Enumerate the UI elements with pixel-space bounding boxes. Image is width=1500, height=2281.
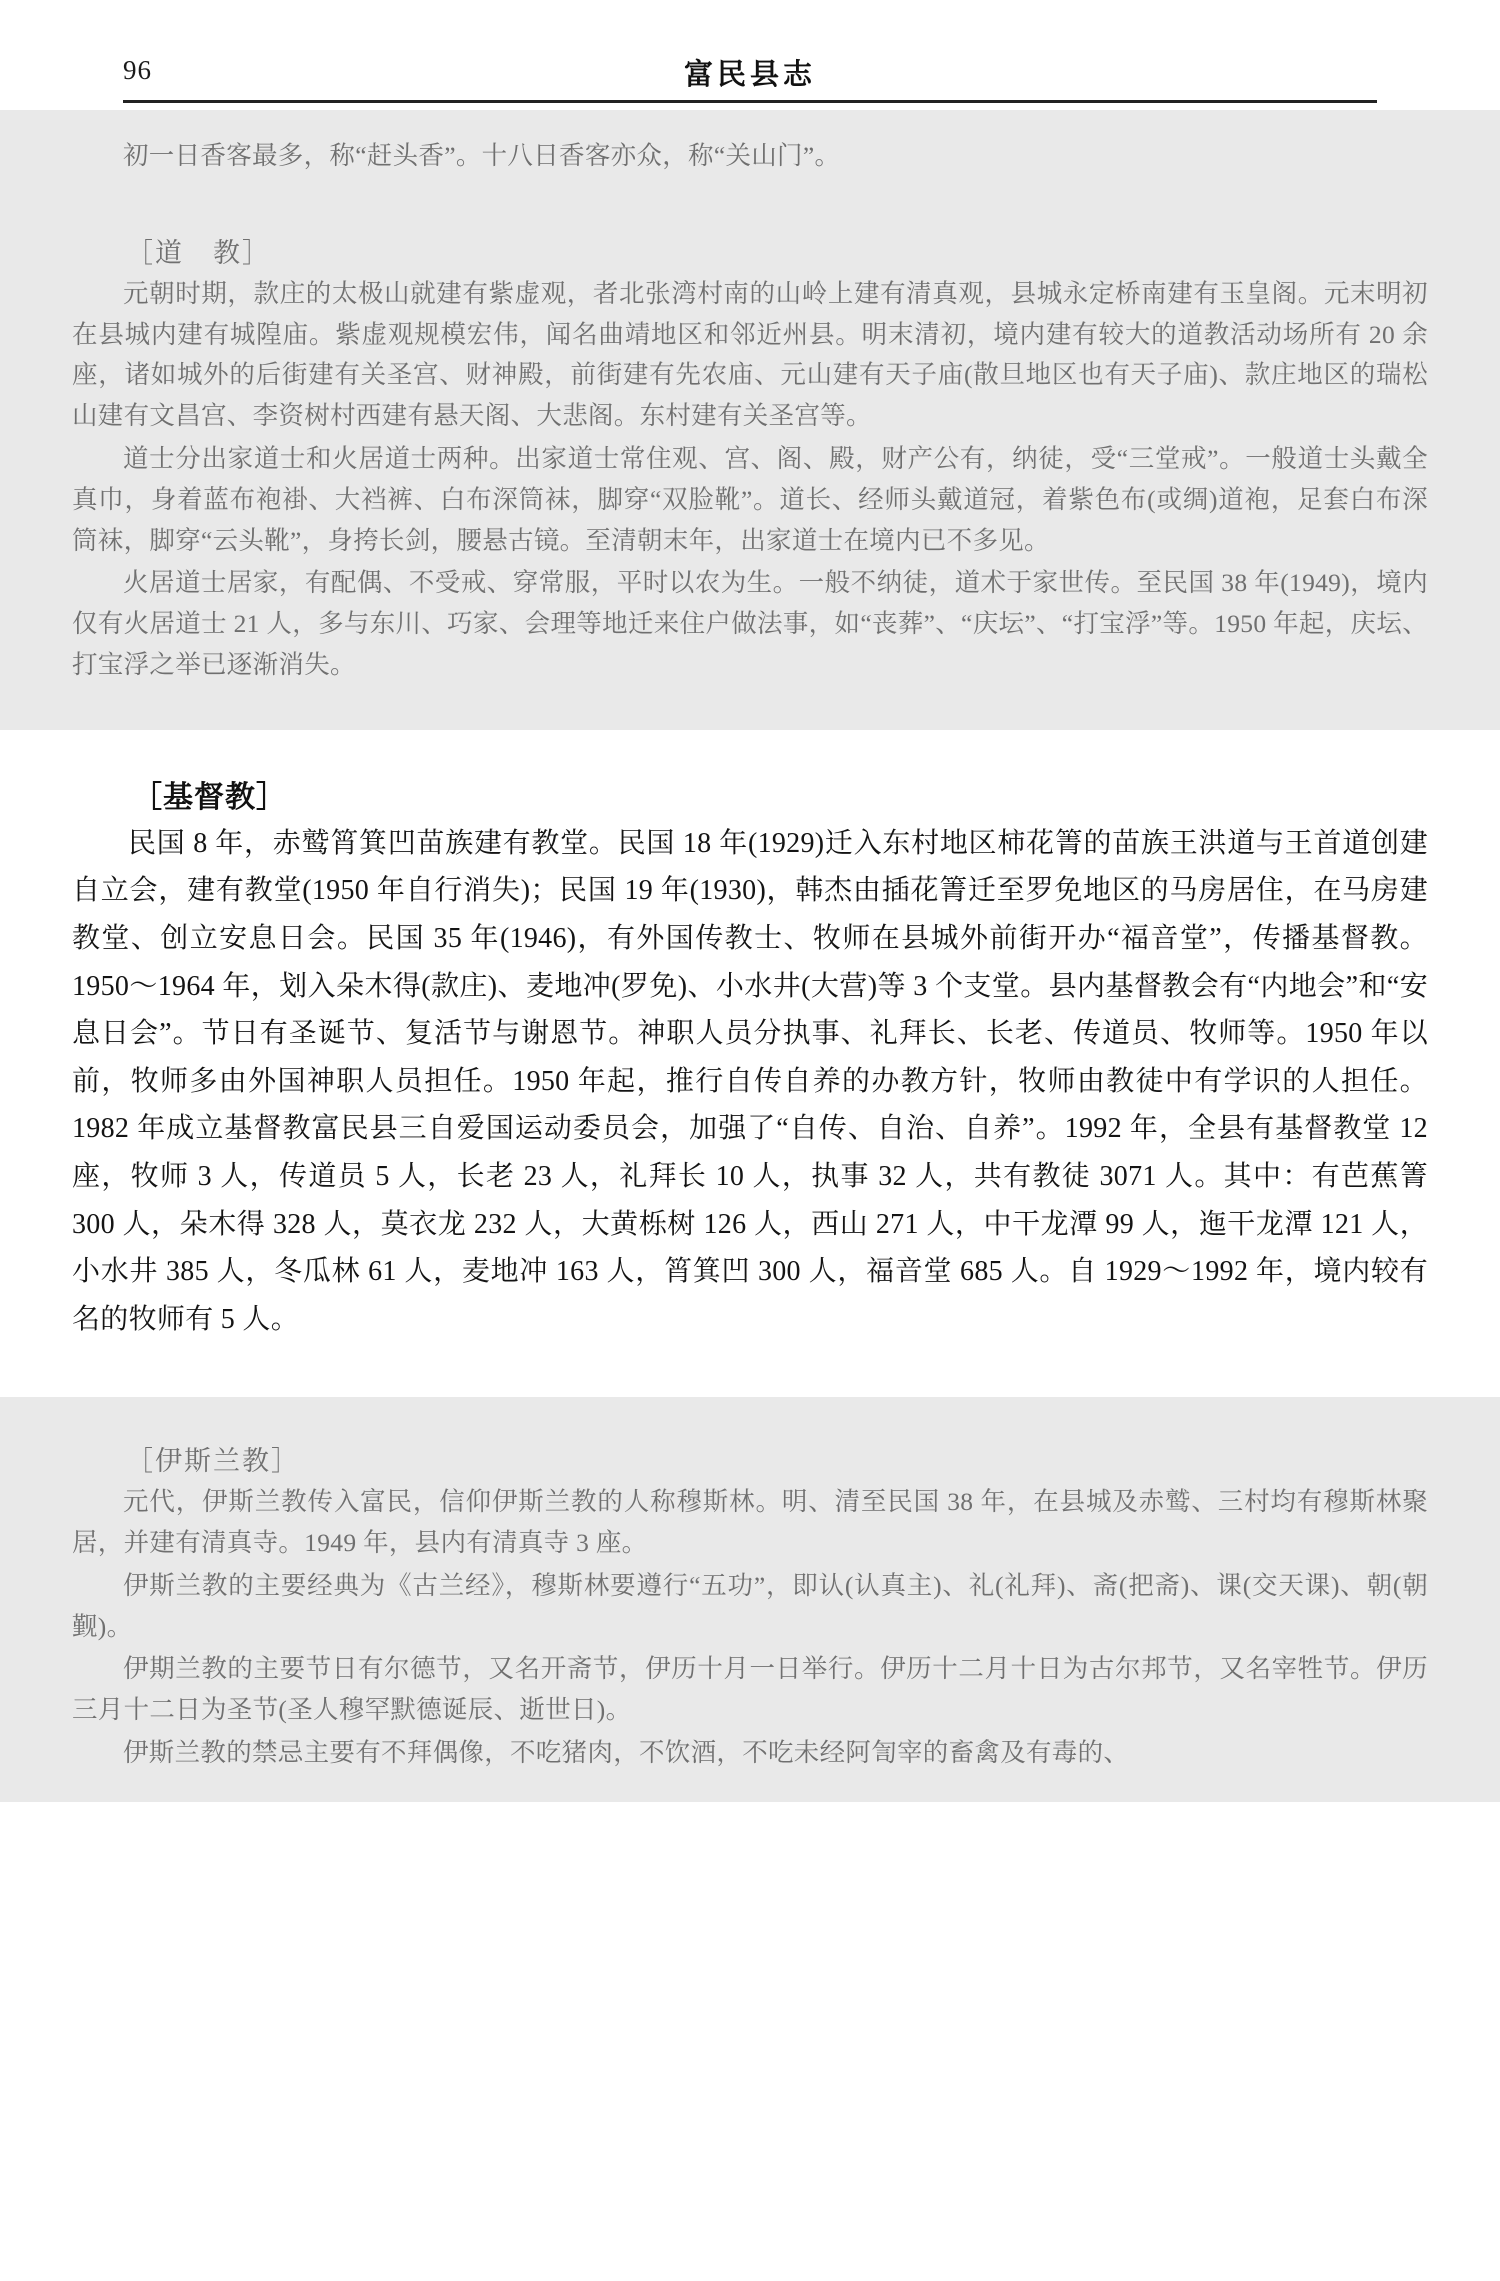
section-top-continuation bbox=[0, 110, 1500, 205]
paragraph: 道士分出家道士和火居道士两种。出家道士常住观、宫、阁、殿，财产公有，纳徒，受“三堂戒”。一般道士头戴全真巾，身着蓝布袍褂、大裆裤、白布深筒袜，脚穿“双脸靴”。道长、经师头戴道冠，着紫色布(或绸)道袍，足套白布深筒袜，脚穿“云头靴”，身挎长剑，腰悬古镜。至清朝末年，出家道士在境内已不多见。 bbox=[72, 443, 1428, 555]
section-heading-islam: ［伊斯兰教］ bbox=[126, 1446, 300, 1477]
paragraph: 民国 8 年，赤鹫筲箕凹苗族建有教堂。民国 18 年(1929)迁入东村地区柿花箐的苗族王洪道与王首道创建自立会，建有教堂(1950 年自行消失)；民国 19 年(1930)，韩杰由插花箐迁至罗免地区的马房居住，在马房建教堂、创立安息日会。民国 35 年(1946)，有外国传教士、牧师在县城外前街开办“福音堂”，传播基督教。1950～1964 年，划入朵木得(款庄)、麦地冲(罗免)、小水井(大营)等 3 个支堂。县内基督教会有“内地会”和“安息日会”。节日有圣诞节、复活节与谢恩节。神职人员分执事、礼拜长、长老、传道员、牧师等。1950 年以前，牧师多由外国神职人员担任。1950 年起，推行自传自养的办教方针，牧师由教徒中有学识的人担任。1982 年成立基督教富民县三自爱国运动委员会，加强了“自传、自治、自养”。1992 年，全县有基督教堂 12 座，牧师 3 人，传道员 5 人，长老 23 人，礼拜长 10 人，执事 32 人，共有教徒 3071 人。其中：有芭蕉箐 300 人，朵木得 328 人，莫衣龙 232 人，大黄栎树 126 人，西山 271 人，中干龙潭 99 人，迤干龙潭 121 人，小水井 385 人，冬瓜林 61 人，麦地冲 163 人，筲箕凹 300 人，福音堂 685 人。自 1929～1992 年，境内较有名的牧师有 5 人。 bbox=[72, 827, 1428, 1335]
paragraph: 伊斯兰教的主要经典为《古兰经》，穆斯林要遵行“五功”，即认(认真主)、礼(礼拜)、斋(把斋)、课(交天课)、朝(朝觐)。 bbox=[72, 1570, 1428, 1641]
page-number: 96 bbox=[123, 55, 152, 85]
paragraph: 元代，伊斯兰教传入富民，信仰伊斯兰教的人称穆斯林。明、清至民国 38 年，在县城及赤鹫、三村均有穆斯林聚居，并建有清真寺。1949 年，县内有清真寺 3 座。 bbox=[72, 1487, 1428, 1558]
header-rule bbox=[123, 100, 1377, 103]
paragraph: 伊斯兰教的禁忌主要有不拜偶像，不吃猪肉，不饮酒，不吃未经阿訇宰的畜禽及有毒的、 bbox=[123, 1738, 1130, 1768]
page-header bbox=[0, 0, 1500, 110]
paragraph: 火居道士居家，有配偶、不受戒、穿常服，平时以农为生。一般不纳徒，道术于家世传。至民国 38 年(1949)，境内仅有火居道士 21 人，多与东川、巧家、会理等地迁来住户做法事，如“丧葬”、“庆坛”、“打宝浮”等。1950 年起，庆坛、打宝浮之举已逐渐消失。 bbox=[72, 568, 1428, 679]
section-heading-daoism: ［道 教］ bbox=[126, 237, 271, 268]
running-title: 富民县志 bbox=[683, 57, 816, 91]
paragraph: 伊期兰教的主要节日有尔德节，又名开斋节，伊历十月一日举行。伊历十二月十日为古尔邦节，又名宰牲节。伊历三月十二日为圣节(圣人穆罕默德诞辰、逝世日)。 bbox=[72, 1654, 1428, 1725]
section-islam bbox=[0, 1397, 1500, 1802]
section-daoism bbox=[0, 205, 1500, 730]
section-heading-christianity: ［基督教］ bbox=[132, 780, 287, 814]
paragraph: 元朝时期，款庄的太极山就建有紫虚观，者北张湾村南的山岭上建有清真观，县城永定桥南建有玉皇阁。元末明初在县城内建有城隍庙。紫虚观规模宏伟，闻名曲靖地区和邻近州县。明末清初，境内建有较大的道教活动场所有 20 余座，诸如城外的后街建有关圣宫、财神殿，前街建有先农庙、元山建有天子庙(散旦地区也有天子庙)、款庄地区的瑞松山建有文昌宫、李资树村西建有悬天阁、大悲阁。东村建有关圣宫等。 bbox=[72, 278, 1428, 431]
paragraph: 初一日香客最多，称“赶头香”。十八日香客亦众，称“关山门”。 bbox=[123, 141, 841, 170]
section-christianity bbox=[0, 730, 1500, 1398]
